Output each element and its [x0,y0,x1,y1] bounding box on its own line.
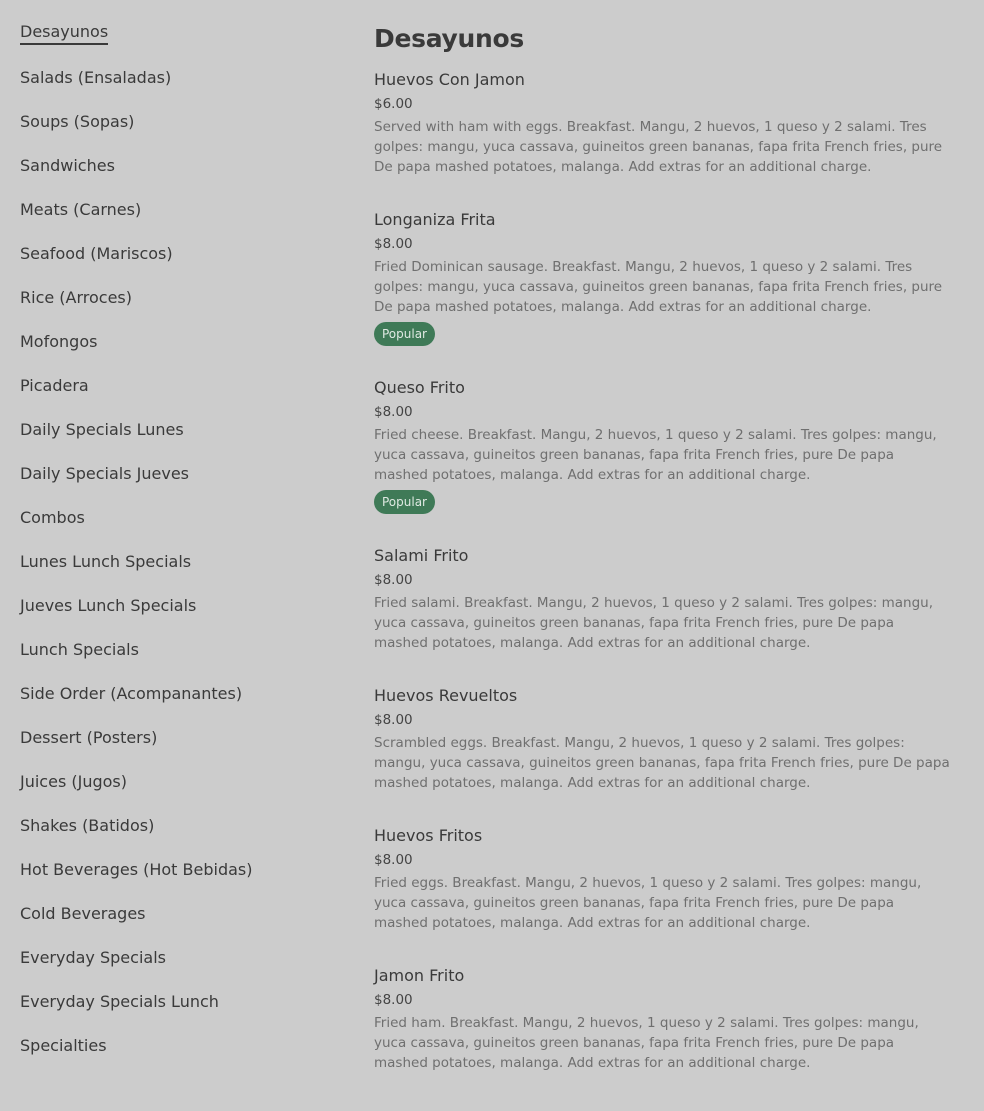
menu-item[interactable] [374,546,954,653]
menu-item-price: $8.00 [374,236,413,252]
menu-item[interactable] [374,686,954,793]
sidebar-item-desayunos[interactable]: Desayunos [20,22,108,45]
menu-item-description: Fried salami. Breakfast. Mangu, 2 huevos, 1 queso y 2 salami. Tres golpes: mangu, yuca cassava, guineitos green bananas, fapa frita French fries, pure De papa mashed potatoes, malanga. Add extras for an additional charge. [374,595,933,651]
menu-item-name: Jamon Frito [374,966,465,985]
sidebar-item-hot-beverages[interactable]: Hot Beverages (Hot Bebidas) [20,860,253,879]
sidebar-item-meats[interactable]: Meats (Carnes) [20,200,142,219]
menu-item-name: Longaniza Frita [374,210,496,229]
menu-item-price: $6.00 [374,96,413,112]
sidebar-item-jueves-lunch-specials[interactable]: Jueves Lunch Specials [20,596,197,615]
menu-item-description: Fried cheese. Breakfast. Mangu, 2 huevos, 1 queso y 2 salami. Tres golpes: mangu, yuca cassava, guineitos green bananas, fapa frita French fries, pure De papa mashed potatoes, malanga. Add extras for an additional charge. [374,427,937,483]
menu-item-description: Fried ham. Breakfast. Mangu, 2 huevos, 1 queso y 2 salami. Tres golpes: mangu, yuca cassava, guineitos green bananas, fapa frita French fries, pure De papa mashed potatoes, malanga. Add extras for an additional charge. [374,1015,919,1071]
sidebar-item-combos[interactable]: Combos [20,508,85,527]
menu-item[interactable] [374,70,954,177]
menu-item[interactable] [374,966,954,1073]
sidebar-item-side-order[interactable]: Side Order (Acompanantes) [20,684,243,703]
menu-item-name: Queso Frito [374,378,465,397]
sidebar-item-shakes[interactable]: Shakes (Batidos) [20,816,155,835]
sidebar-item-lunch-specials[interactable]: Lunch Specials [20,640,139,659]
sidebar-item-cold-beverages[interactable]: Cold Beverages [20,904,146,923]
sidebar-item-everyday-specials[interactable]: Everyday Specials [20,948,166,967]
sidebar-item-salads[interactable]: Salads (Ensaladas) [20,68,172,87]
popular-badge: Popular [374,322,435,346]
sidebar-item-rice[interactable]: Rice (Arroces) [20,288,133,307]
menu-item-description: Fried Dominican sausage. Breakfast. Mangu, 2 huevos, 1 queso y 2 salami. Tres golpes: mangu, yuca cassava, guineitos green bananas, fapa frita French fries, pure De papa mashed potatoes, malanga. Add extras for an additional charge. [374,259,943,315]
menu-item-price: $8.00 [374,404,413,420]
menu-item-name: Salami Frito [374,546,469,565]
menu-item[interactable] [374,210,954,346]
sidebar-item-mofongos[interactable]: Mofongos [20,332,98,351]
sidebar-item-daily-specials-jueves[interactable]: Daily Specials Jueves [20,464,189,483]
menu-item[interactable] [374,826,954,933]
menu-item-price: $8.00 [374,992,413,1008]
menu-item-description: Served with ham with eggs. Breakfast. Mangu, 2 huevos, 1 queso y 2 salami. Tres golpes: mangu, yuca cassava, guineitos green bananas, fapa frita French fries, pure De papa mashed potatoes, malanga. Add extras for an additional charge. [374,119,943,175]
popular-badge: Popular [374,490,435,514]
sidebar-item-daily-specials-lunes[interactable]: Daily Specials Lunes [20,420,184,439]
sidebar-item-juices[interactable]: Juices (Jugos) [20,772,127,791]
sidebar-item-lunes-lunch-specials[interactable]: Lunes Lunch Specials [20,552,192,571]
menu-item-name: Huevos Revueltos [374,686,518,705]
section-title: Desayunos [374,24,524,53]
menu-item-price: $8.00 [374,712,413,728]
sidebar-item-everyday-specials-lunch[interactable]: Everyday Specials Lunch [20,992,219,1011]
sidebar-item-picadera[interactable]: Picadera [20,376,89,395]
sidebar-item-sandwiches[interactable]: Sandwiches [20,156,115,175]
menu-item-name: Huevos Con Jamon [374,70,525,89]
sidebar-item-specialties[interactable]: Specialties [20,1036,107,1055]
sidebar-item-soups[interactable]: Soups (Sopas) [20,112,135,131]
menu-item-price: $8.00 [374,572,413,588]
sidebar-item-seafood[interactable]: Seafood (Mariscos) [20,244,173,263]
menu-item-price: $8.00 [374,852,413,868]
sidebar-item-dessert[interactable]: Dessert (Posters) [20,728,158,747]
menu-item-name: Huevos Fritos [374,826,483,845]
menu-item[interactable] [374,378,954,514]
menu-item-description: Scrambled eggs. Breakfast. Mangu, 2 huevos, 1 queso y 2 salami. Tres golpes: mangu, yuca cassava, guineitos green bananas, fapa frita French fries, pure De papa mashed potatoes, malanga. Add extras for an additional charge. [374,735,950,791]
menu-item-description: Fried eggs. Breakfast. Mangu, 2 huevos, 1 queso y 2 salami. Tres golpes: mangu, yuca cassava, guineitos green bananas, fapa frita French fries, pure De papa mashed potatoes, malanga. Add extras for an additional charge. [374,875,922,931]
